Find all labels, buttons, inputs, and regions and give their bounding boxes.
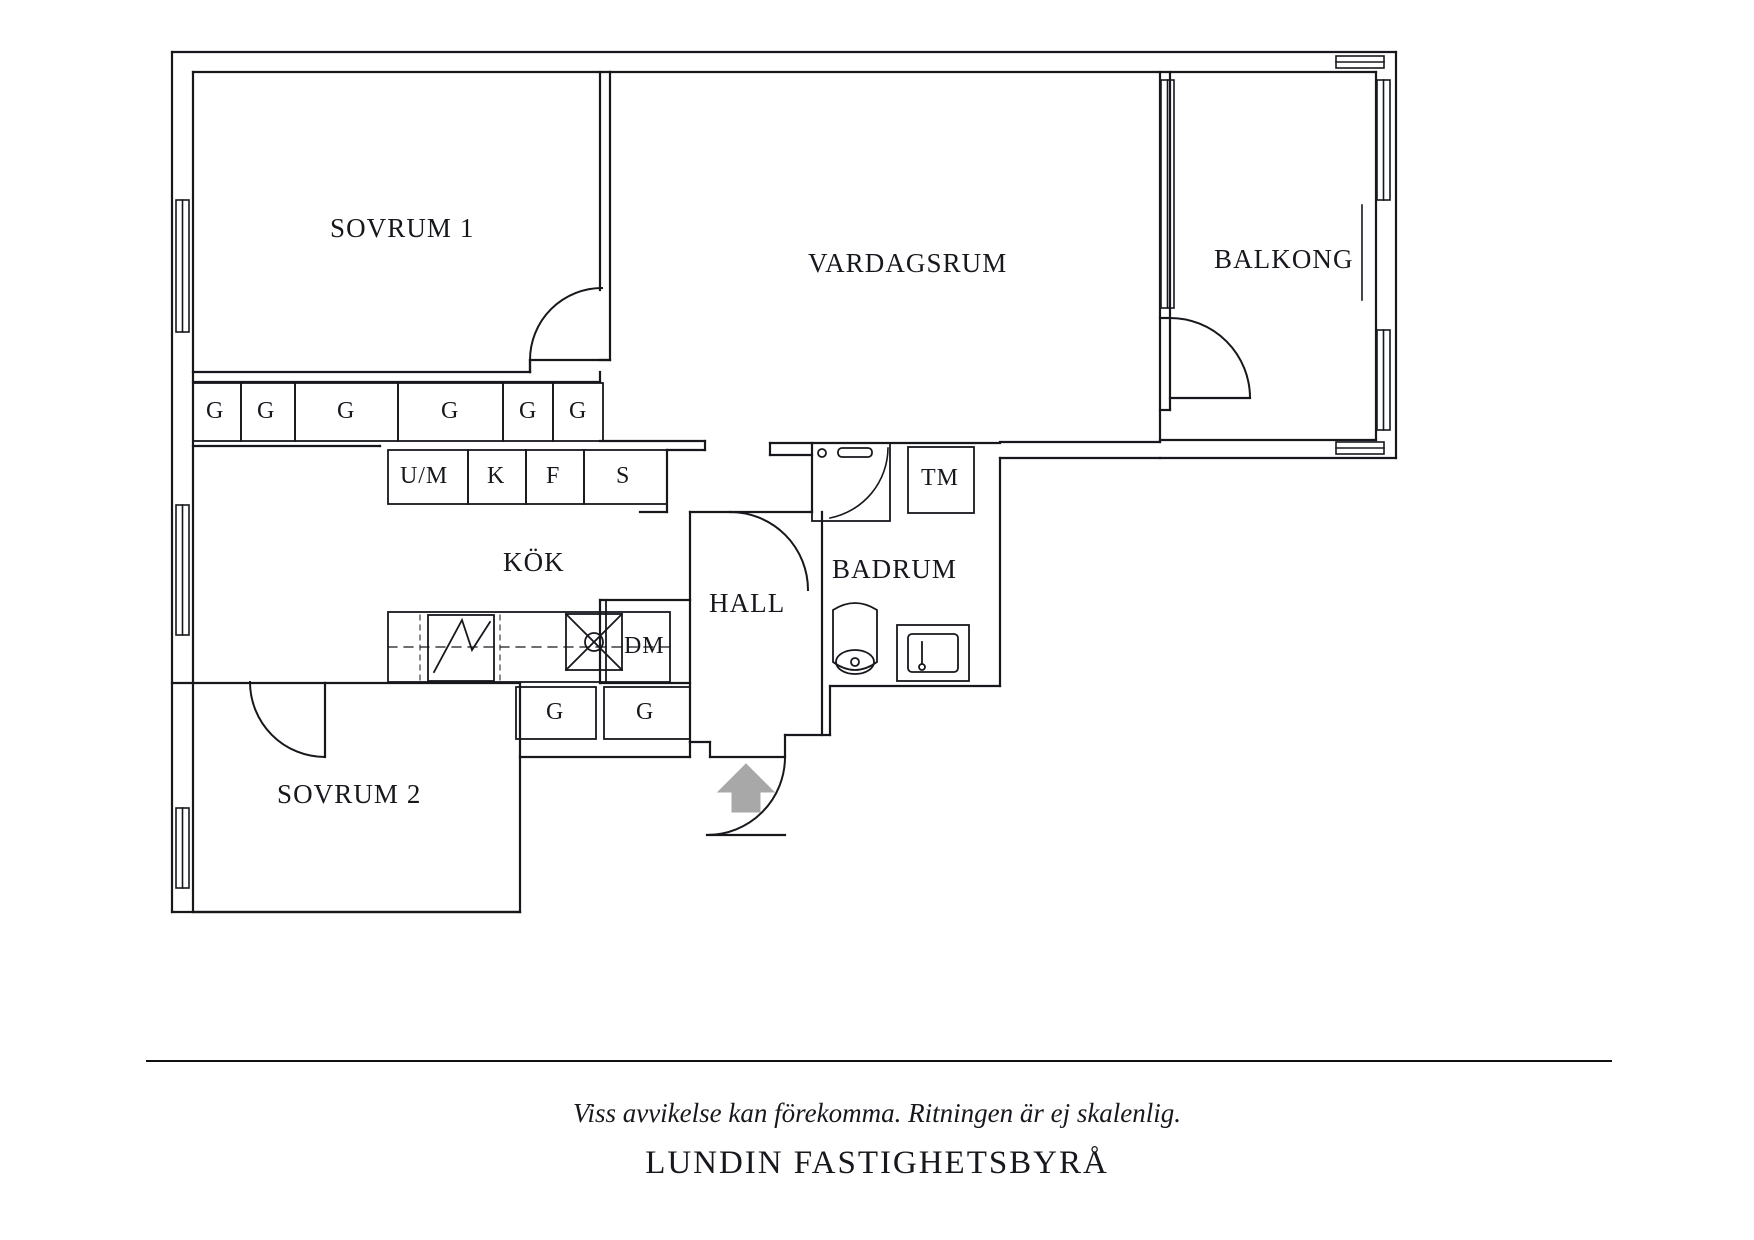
room-label-vardagsrum: VARDAGSRUM xyxy=(808,248,1008,278)
cabinet-label-g8: G xyxy=(636,699,655,725)
footer-disclaimer: Viss avvikelse kan förekomma. Ritningen är ej skalenlig. xyxy=(572,1098,1182,1128)
cabinet-label-f: F xyxy=(546,463,561,489)
cabinet-label-s: S xyxy=(616,463,631,489)
appliance-label-tm: TM xyxy=(921,465,959,491)
room-label-hall: HALL xyxy=(709,588,786,618)
room-label-balkong: BALKONG xyxy=(1214,244,1354,274)
cabinet-label-g2: G xyxy=(257,398,276,424)
room-label-sovrum-2: SOVRUM 2 xyxy=(277,779,422,809)
room-label-badrum: BADRUM xyxy=(832,554,958,584)
cabinet-label-g7: G xyxy=(546,699,565,725)
cabinet-label-g1: G xyxy=(206,398,225,424)
cabinet-label-um: U/M xyxy=(400,463,449,489)
cabinet-label-g5: G xyxy=(519,398,538,424)
cabinet-label-k: K xyxy=(487,463,506,489)
footer-divider xyxy=(146,1060,1612,1062)
cabinet-label-g4: G xyxy=(441,398,460,424)
room-label-kok: KÖK xyxy=(503,547,565,577)
appliance-label-dm: DM xyxy=(624,633,665,659)
cabinet-label-g6: G xyxy=(569,398,588,424)
cabinet-label-g3: G xyxy=(337,398,356,424)
footer-company: LUNDIN FASTIGHETSBYRÅ xyxy=(645,1145,1109,1181)
room-label-sovrum-1: SOVRUM 1 xyxy=(330,213,475,243)
